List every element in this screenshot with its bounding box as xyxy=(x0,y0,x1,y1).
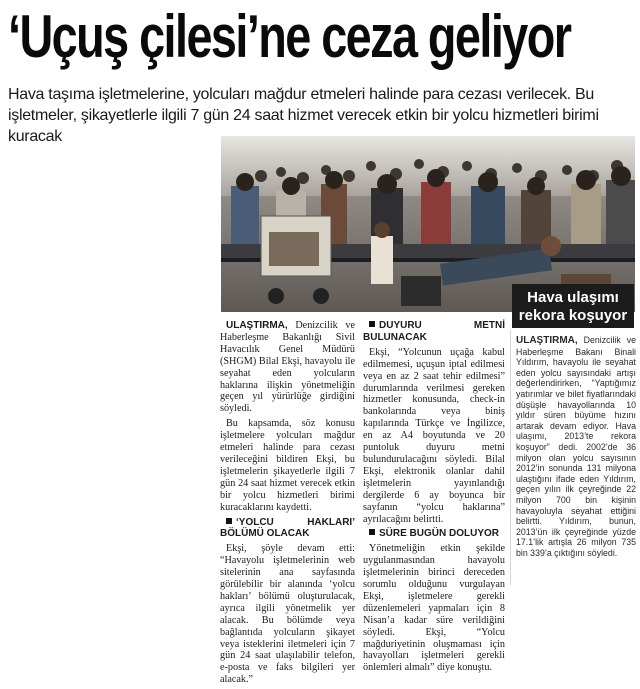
standfirst: Hava taşıma işletmelerine, yolcuları mağdur etmeleri halinde para cezası verilecek. Bu işletmeler, şikayetlerle ilgili 7 gün 24 saat hizmet verecek etkin bir yolcu hizmetleri birimi kuracak xyxy=(8,86,599,145)
paragraph: Ekşi, şöyle devam etti: “Havayolu işletmelerinin web sitelerinin ana sayfasında görülebilir bir alanında ‘yolcu hakları’ bölümü oluşturulacak, ayrıca ilgili yönetmelik yer alacak. Bu bölümde veya bağlantıda yolcuların şikayet veya isteklerini iletmeleri için 7 gün 24 saat ulaşılabilir telefon, e-posta ve faks bilgileri yer alacak.” xyxy=(220,543,355,686)
paragraph: Bu kapsamda, söz konusu işletmelere yolcuları mağdur etmeleri halinde para cezası verileceğini bildiren Ekşi, bu işletmelerin şikayetlerle ilgili 7 gün 24 saat hizmet verecek etkin bir yolcu hizmetleri birimi kuracaklarını kaydetti. xyxy=(220,418,355,513)
paragraph-text: Denizcilik ve Haberleşme Bakanı Binali Yıldırım, havayolu ile seyahat eden yolcu sayısındaki artışı değerlendirirken, “Yaptığımız yatırımlar ve bilet fiyatlarındaki düşüşle havayollarında 10 yıldır süren büyüme hızını artarak devam ediyor. Hava ulaşımı, 2013’te rekora koşuyor” dedi. 2002’de 36 milyon olan yolcu sayısının 2012’in sonunda 131 milyona ulaştığını ifade eden Yıldırım, geçen yılın ilk çeyreğinde 22 milyon 700 bin kişinin havayoluyla seyahat ettiğini belirtti. Yıldırım, bunun, 2013’ün ilk çeyreğinde yüzde 17.1’lik artışla 26 milyon 735 bin 339’a çıktığını söyledi. xyxy=(516,335,636,558)
paragraph: Ekşi, “Yolcunun uçağa kabul edilmemesi, uçuşun iptal edilmesi veya en az 2 saat tehir edilmesi” durumlarında verilmesi gereken hizmetler konusunda, check-in bankolarında veya biniş kapılarında Türkçe ve İngilizce, en az A4 boyutunda ve 20 puntoluk duyuru metni bulundurulacağını söyledi. Bilal Ekşi, elektronik olanlar dahil işletmelerin yayınlandığı dergilerde 6 ay boyunca bir sayfanın “yolcu haklarına” ayrılacağını belirtti. xyxy=(363,346,505,525)
subheading-text: SÜRE BUGÜN DOLUYOR xyxy=(379,528,500,540)
headline: ‘Uçuş çilesi’ne ceza geliyor xyxy=(8,3,571,70)
square-bullet-icon xyxy=(369,529,375,535)
subheading-text: DUYURU METNİ BULUNACAK xyxy=(363,320,505,343)
sidebox-body xyxy=(516,335,636,561)
article-column-2 xyxy=(363,320,505,677)
subheading-text: ‘YOLCU HAKLARI’ BÖLÜMÜ OLACAK xyxy=(220,516,355,540)
subheading xyxy=(363,320,505,344)
article-column-1 xyxy=(220,320,355,689)
paragraph xyxy=(516,335,636,558)
subheading xyxy=(220,517,355,541)
square-bullet-icon xyxy=(369,321,375,327)
paragraph-text: Denizcilik ve Haberleşme Bakanlığı Sivil Havacılık Genel Müdürü (SHGM) Bilal Ekşi, havayolu ile seyahat eden yolcuların haklarına ilişkin yönetmeliğin geçen yıl yürürlüğe girdiğini söyledi. xyxy=(220,320,355,415)
paragraph: Yönetmeliğin etkin şekilde uygulanmasından havayolu işletmelerinin birinci dereceden sorumlu olduğunu vurgulayan Ekşi, işletmelere gerekli düzenlemeleri yapmaları için 8 Nisan’a kadar süre verildiğini söyledi. Ekşi, “Yolcu mağduriyetinin oluşmaması için havayolları işletmeleri gerekli önlemleri almalı” diye konuştu. xyxy=(363,543,505,674)
paragraph xyxy=(220,320,355,415)
subheading xyxy=(363,528,505,540)
column-divider xyxy=(510,330,511,585)
sidebox-title: Hava ulaşımı rekora koşuyor xyxy=(512,284,634,328)
lead-word: ULAŞTIRMA, xyxy=(516,335,578,346)
lead-word: ULAŞTIRMA, xyxy=(226,320,288,331)
square-bullet-icon xyxy=(226,518,232,524)
